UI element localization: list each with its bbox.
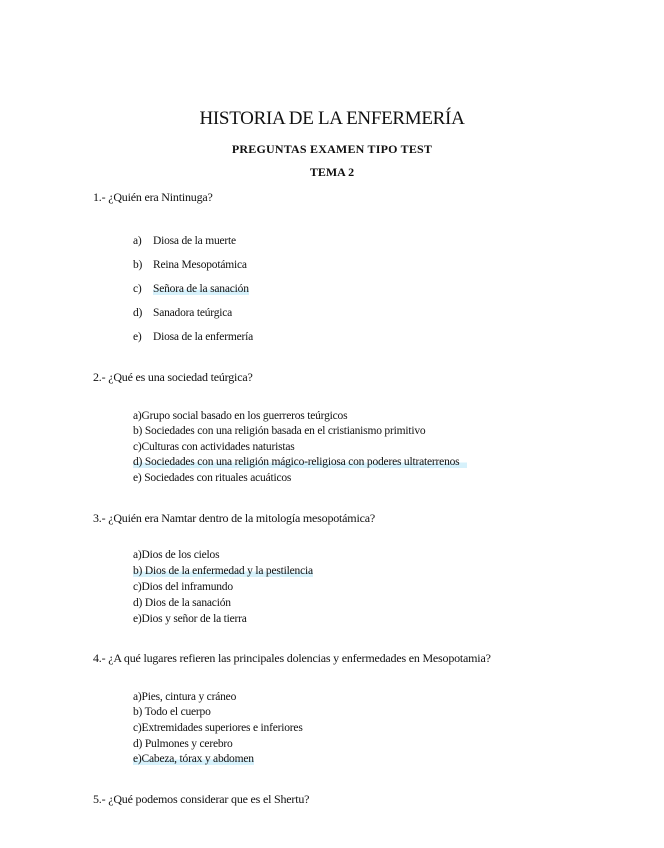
q3-option-e: e)Dios y señor de la tierra [133, 613, 247, 625]
question-4: 4.- ¿A qué lugares refieren las principales dolencias y enfermedades en Mesopotamia? [93, 651, 491, 665]
q2-option-e: e) Sociedades con rituales acuáticos [133, 472, 292, 484]
question-2: 2.- ¿Qué es una sociedad teúrgica? [93, 370, 253, 384]
option-text-highlighted: b) Dios de la enfermedad y la pestilencia [133, 565, 313, 577]
q1-option-e [133, 331, 253, 343]
option-text-highlighted: d) Sociedades con una religión mágico-religiosa con poderes ultraterrenos [133, 456, 467, 468]
question-5: 5.- ¿Qué podemos considerar que es el Shertu? [93, 792, 310, 806]
option-text: Diosa de la muerte [153, 235, 236, 247]
q4-option-e [133, 753, 254, 765]
q2-option-b: b) Sociedades con una religión basada en el cristianismo primitivo [133, 425, 426, 437]
q1-option-c [133, 283, 249, 295]
q1-option-b [133, 259, 247, 271]
option-letter: a) [133, 235, 142, 247]
q4-option-d: d) Pulmones y cerebro [133, 738, 233, 750]
q3-option-b [133, 565, 313, 577]
option-letter: e) [133, 331, 142, 343]
q3-option-d: d) Dios de la sanación [133, 597, 231, 609]
document-title: HISTORIA DE LA ENFERMERÍA [199, 108, 465, 129]
topic-heading: TEMA 2 [309, 165, 355, 179]
q1-option-d [133, 307, 232, 319]
q2-option-c: c)Culturas con actividades naturistas [133, 441, 295, 453]
option-text-highlighted: Señora de la sanación [153, 283, 249, 295]
option-text: Diosa de la enfermería [153, 331, 254, 343]
q3-option-a: a)Dios de los cielos [133, 549, 220, 561]
q3-option-c: c)Dios del inframundo [133, 581, 233, 593]
option-letter: d) [133, 307, 143, 319]
question-1: 1.- ¿Quién era Nintinuga? [93, 190, 213, 204]
q1-option-a [133, 235, 236, 247]
option-text-highlighted: e)Cabeza, tórax y abdomen [133, 753, 254, 765]
option-text: Sanadora teúrgica [153, 307, 233, 319]
option-letter: c) [133, 283, 142, 295]
question-3: 3.- ¿Quién era Namtar dentro de la mitología mesopotámica? [93, 511, 375, 525]
q4-option-b: b) Todo el cuerpo [133, 706, 211, 718]
q4-option-c: c)Extremidades superiores e inferiores [133, 722, 303, 734]
option-text: Reina Mesopotámica [153, 259, 247, 271]
option-letter: b) [133, 259, 143, 271]
q4-option-a: a)Pies, cintura y cráneo [133, 691, 237, 703]
q2-option-d [133, 456, 467, 468]
q2-option-a: a)Grupo social basado en los guerreros teúrgicos [133, 410, 348, 422]
document-subtitle: PREGUNTAS EXAMEN TIPO TEST [231, 142, 433, 156]
